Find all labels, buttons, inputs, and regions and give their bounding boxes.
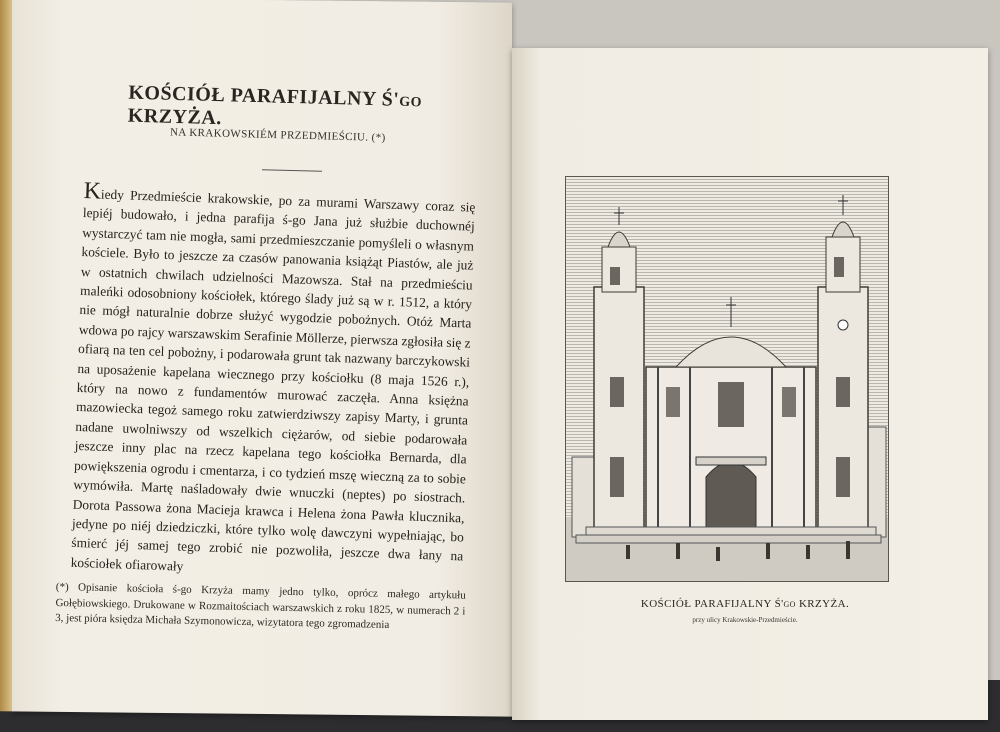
church-engraving [565, 176, 889, 582]
chapter-subtitle: NA KRAKOWSKIÉM PRZEDMIEŚCIU. (*) [169, 126, 386, 144]
illustration-subcaption: przy ulicy Krakowskie-Przedmieście. [692, 616, 798, 624]
body-text: iedy Przedmieście krakowskie, po za murami Warszawy coraz się lepiéj budowało, i jedna parafija ś-go Jana już służbie duchownéj wystarczyć tam nie mogła, sami przedmieszczanie pomyśleli o własnym kościele. Było to jeszcze za czasów panowania książąt Piastów, ale już w ostatnich chwilach udzielności Mazowsza. Stał na przedmieściu maleńki odosobniony kościołek, którego ślady już są w r. 1512, a który nie mógł naturalnie dobrze służyć wygodzie pobożnych. Otóż Marta wdowa po rajcy warszawskim Serafinie Möllerze, pierwsza zgłosiła się z ofiarą na ten cel pobożny, i podarowała grunt tak nazwany barczykowski na uposażenie kapelana wiecznego przy kościołku (8 maja 1526 r.), który na nowo z fundamentów murować zaczęła. Anna księżna mazowiecka tegoż samego roku zatwierdziwszy zapisy Marty, i grunta nadane uwolniwszy od wszelkich ciężarów, od siebie podarowała jeszcze inny plac na rzecz kapelana tego kościołka Bernarda, dla powiększenia ogrodu i cmentarza, i co tydzień mszę wieczną za to sobie wymówiła. Martę naśladowały dwie wnuczki (neptes) po siostrach. Dorota Passowa żona Macieja krawca i Helena żona Pawła klucznika, jedyne po niéj dziedziczki, które tylko wolę dawczyni wypełniając, bo śmierć jéj samej tego zrobić nie pozwoliła, jeszcze dwa łany na kościołek ofiarowały [70, 186, 476, 574]
chapter-title: KOŚCIÓŁ PARAFIJALNY Ś'go KRZYŻA. [127, 81, 423, 130]
body-paragraph [70, 178, 476, 586]
church-illustration [566, 177, 888, 581]
drop-cap: K [83, 178, 102, 205]
illustration-caption: KOŚCIÓŁ PARAFIJALNY Ś'go KRZYŻA. [640, 598, 850, 610]
footnote: (*) Opisanie kościoła ś-go Krzyża mamy jedno tylko, oprócz małego artykułu Gołębiowskiego. Drukowane w Rozmaitościach warszawskich z roku 1825, w numerach 2 i 3, jest pióra księdza Michała Szymonowicza, wizytatora tego zgromadzenia [55, 580, 466, 631]
